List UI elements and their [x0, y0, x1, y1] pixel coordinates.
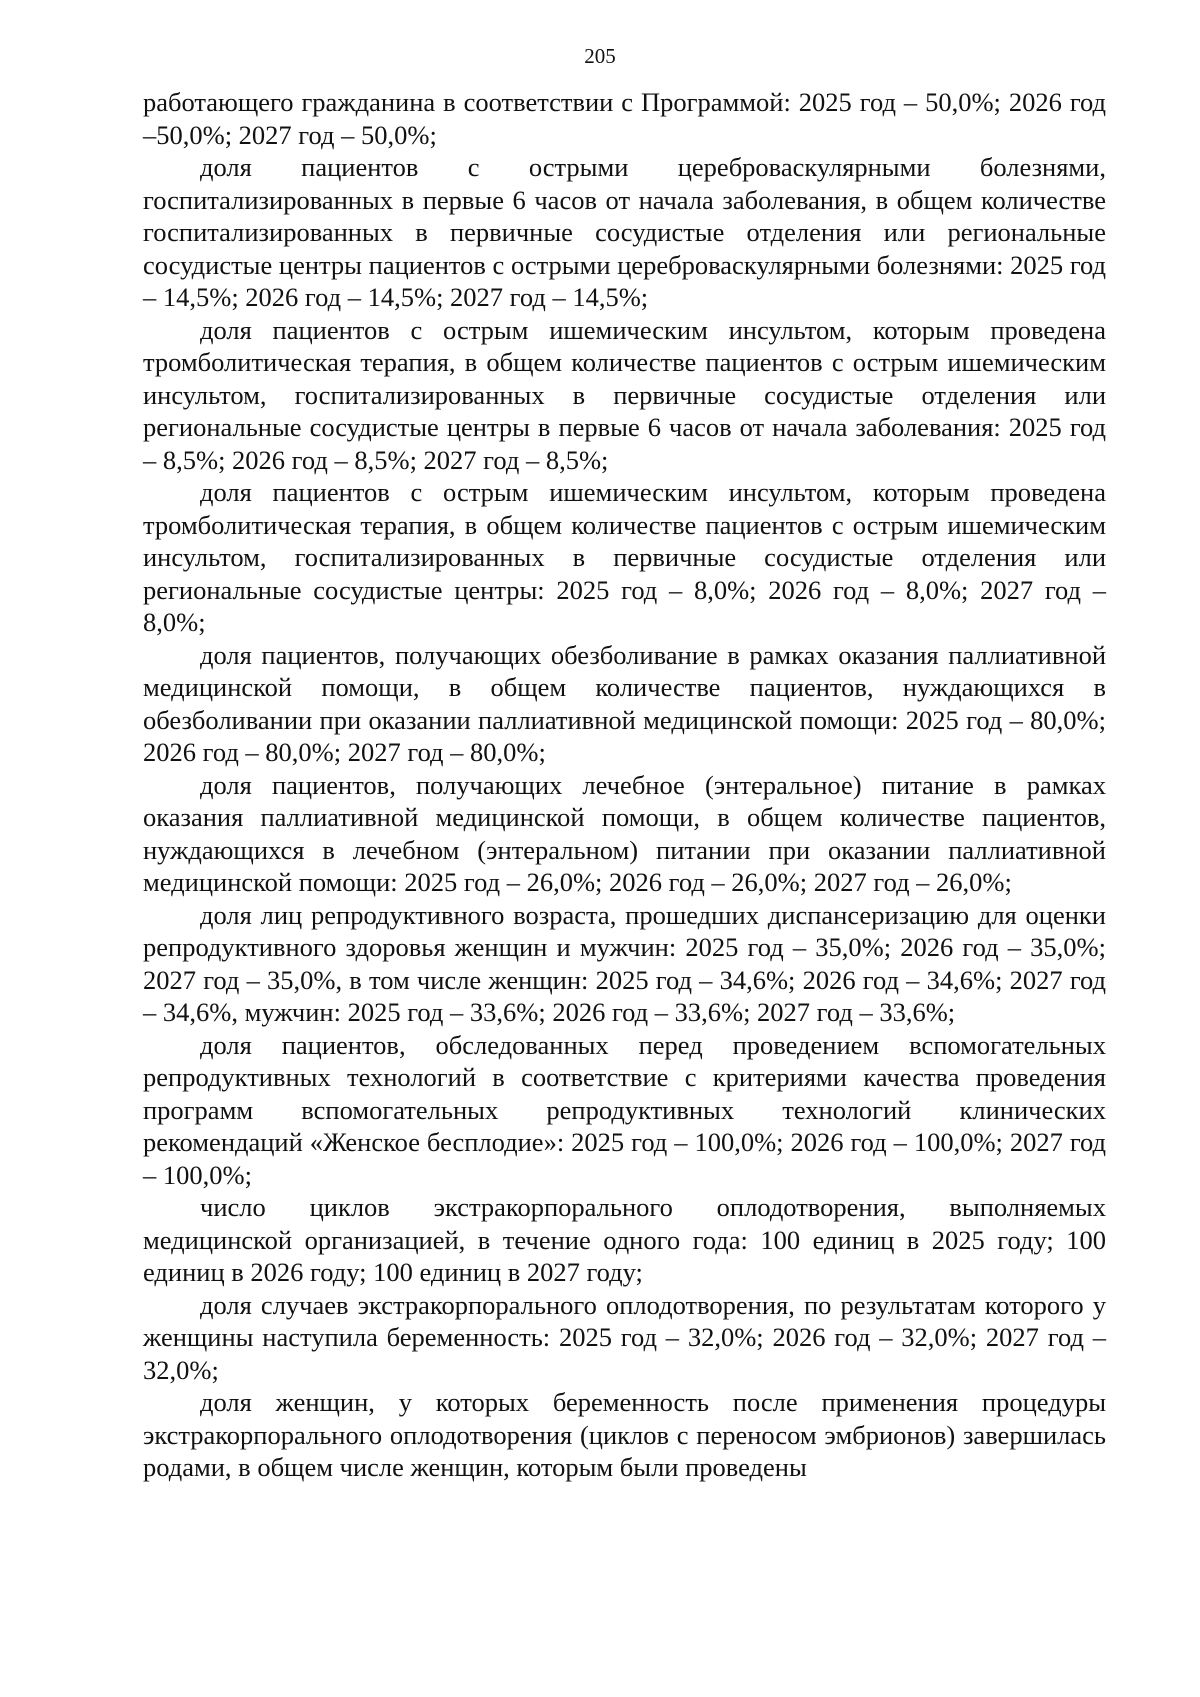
paragraph-thrombolysis-total: доля пациентов с острым ишемическим инсультом, которым проведена тромболитическая терапия, в общем количестве пациентов с острым ишемическим инсультом, госпитализированных в первичные сосудистые отделения или региональные сосудистые центры: 2025 год – 8,0%; 2026 год – 8,0%; 2027 год – 8,0%;	[143, 477, 1106, 637]
paragraph-ivf-births: доля женщин, у которых беременность после применения процедуры экстракорпорального оплодотворения (циклов с переносом эмбрионов) завершилась родами, в общем числе женщин, которым были проведены	[143, 1387, 1106, 1482]
paragraph-ivf-pregnancy: доля случаев экстракорпорального оплодотворения, по результатам которого у женщины наступила беременность: 2025 год – 32,0%; 2026 год – 32,0%; 2027 год – 32,0%;	[143, 1289, 1106, 1385]
paragraph-ivf-cycles: число циклов экстракорпорального оплодотворения, выполняемых медицинской организацией, в течение одного года: 100 единиц в 2025 году; 100 единиц в 2026 году; 100 единиц в 2027 году;	[143, 1192, 1106, 1287]
paragraph-thrombolysis-6-hours: доля пациентов с острым ишемическим инсультом, которым проведена тромболитическая терапия, в общем количестве пациентов с острым ишемическим инсультом, госпитализированных в первичные сосудистые отделения или региональные сосудистые центры в первые 6 часов от начала заболевания: 2025 год – 8,5%; 2026 год – 8,5%; 2027 год – 8,5%;	[143, 314, 1106, 475]
paragraph-continuation: работающего гражданина в соответствии с Программой: 2025 год – 50,0%; 2026 год –50,0%; 2027 год – 50,0%;	[143, 87, 1106, 150]
paragraph-cerebrovascular-hospitalization: доля пациентов с острыми цереброваскулярными болезнями, госпитализированных в первые 6 часов от начала заболевания, в общем количестве госпитализированных в первичные сосудистые отделения или региональные сосудистые центры пациентов с острыми цереброваскулярными болезнями: 2025 год – 14,5%; 2026 год – 14,5%; 2027 год – 14,5%;	[143, 152, 1106, 312]
paragraph-palliative-analgesia: доля пациентов, получающих обезболивание в рамках оказания паллиативной медицинской помощи, в общем количестве пациентов, нуждающихся в обезболивании при оказании паллиативной медицинской помощи: 2025 год – 80,0%; 2026 год – 80,0%; 2027 год – 80,0%;	[143, 639, 1106, 767]
paragraph-art-examination: доля пациентов, обследованных перед проведением вспомогательных репродуктивных технологий в соответствие с критериями качества проведения программ вспомогательных репродуктивных технологий клинических рекомендаций «Женское бесплодие»: 2025 год – 100,0%; 2026 год – 100,0%; 2027 год – 100,0%;	[143, 1029, 1106, 1190]
body-text	[143, 86, 1106, 1484]
page-number: 205	[584, 44, 616, 68]
paragraph-palliative-enteral-nutrition: доля пациентов, получающих лечебное (энтеральное) питание в рамках оказания паллиативной медицинской помощи, в общем количестве пациентов, нуждающихся в лечебном (энтеральном) питании при оказании паллиативной медицинской помощи: 2025 год – 26,0%; 2026 год – 26,0%; 2027 год – 26,0%;	[143, 769, 1106, 897]
paragraph-reproductive-screening: доля лиц репродуктивного возраста, прошедших диспансеризацию для оценки репродуктивного здоровья женщин и мужчин: 2025 год – 35,0%; 2026 год – 35,0%; 2027 год – 35,0%, в том числе женщин: 2025 год – 34,6%; 2026 год – 34,6%; 2027 год – 34,6%, мужчин: 2025 год – 33,6%; 2026 год – 33,6%; 2027 год – 33,6%;	[143, 899, 1106, 1027]
